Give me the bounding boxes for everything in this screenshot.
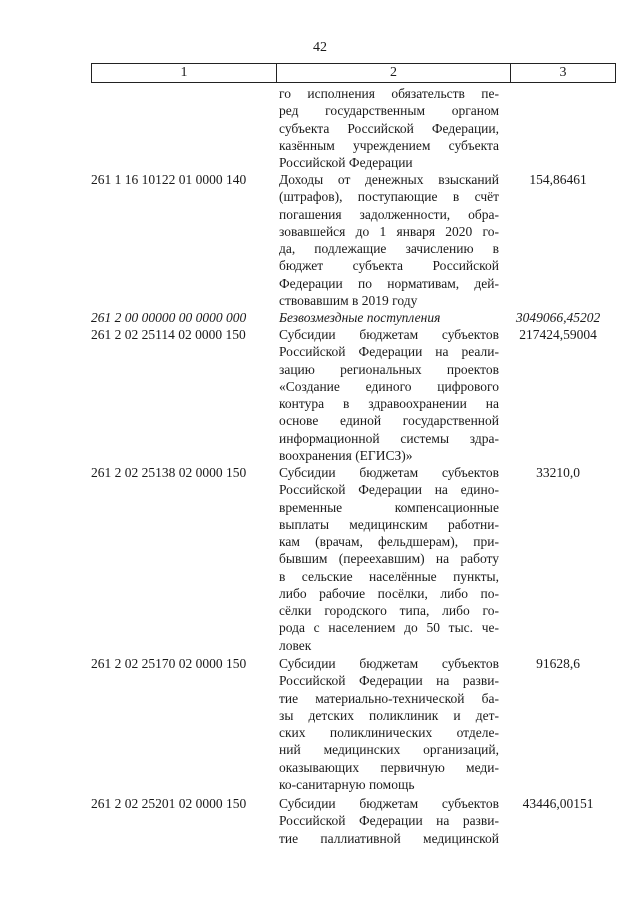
desc-line: основе единой государственной — [279, 413, 499, 429]
desc-line: ко-санитарную помощь — [279, 776, 415, 792]
desc-line: Субсидии бюджетам субъектов — [279, 327, 499, 342]
desc-line: погашения задолженности, обра- — [279, 206, 499, 222]
desc-line: выплаты медицинским работни- — [279, 516, 499, 532]
desc-line: (штрафов), поступающие в счёт — [279, 189, 499, 205]
desc-line: информационной системы здра- — [279, 430, 499, 446]
desc-line: казённым учреждением субъекта — [279, 137, 499, 153]
desc-line: Российской Федерации на реали- — [279, 344, 499, 360]
table-row-desc — [279, 171, 499, 309]
desc-line: зы детских поликлиник и дет- — [279, 707, 499, 723]
desc-line: сёлки городского типа, либо го- — [279, 603, 499, 618]
row-code: 261 1 16 10122 01 0000 140 — [91, 172, 247, 187]
row-code: 261 2 02 25201 02 0000 150 — [91, 796, 247, 811]
desc-line: контура в здравоохранении на — [279, 396, 499, 411]
desc-line: бюджет субъекта Российской — [279, 258, 499, 274]
header-col-2: 2 — [277, 64, 511, 82]
desc-line: зацию региональных проектов — [279, 361, 499, 377]
desc-line: Российской Федерации — [279, 155, 413, 170]
desc-line: да, подлежащие зачислению в — [279, 241, 499, 256]
table-row-desc — [279, 655, 499, 793]
row-code: 261 2 00 00000 00 0000 000 — [91, 310, 247, 325]
desc-line: «Создание единого цифрового — [279, 378, 499, 394]
desc-line: Субсидии бюджетам субъектов — [279, 796, 499, 811]
desc-line: оказывающих первичную меди- — [279, 759, 499, 775]
row-value: 217424,59004 — [519, 327, 597, 342]
desc-line: Безвозмездные поступления — [279, 310, 441, 325]
desc-line: Федерации по нормативам, дей- — [279, 275, 499, 291]
desc-line: Доходы от денежных взысканий — [279, 172, 499, 187]
desc-line: временные компенсационные — [279, 499, 499, 515]
desc-line: тие материально-технической ба- — [279, 690, 499, 706]
row-value: 91628,6 — [536, 656, 580, 671]
desc-line: Российской Федерации на разви- — [279, 673, 499, 689]
table-row-desc — [279, 326, 499, 464]
desc-line: Субсидии бюджетам субъектов — [279, 465, 499, 480]
desc-line: ловек — [279, 637, 312, 653]
table-header — [91, 63, 616, 83]
desc-line: в сельские населённые пункты, — [279, 568, 499, 584]
desc-line: го исполнения обязательств пе- — [279, 86, 499, 101]
desc-line: бывшим (переехавшим) на работу — [279, 551, 499, 567]
row-code: 261 2 02 25138 02 0000 150 — [91, 465, 247, 480]
desc-line: ред государственным органом — [279, 103, 499, 119]
table-row-desc — [279, 464, 499, 654]
desc-line: субъекта Российской Федерации, — [279, 120, 499, 136]
row-code: 261 2 02 25170 02 0000 150 — [91, 656, 247, 671]
desc-line: кам (врачам, фельдшерам), при- — [279, 534, 499, 549]
desc-line: воохранения (ЕГИСЗ)» — [279, 447, 413, 463]
desc-line: тие паллиативной медицинской — [279, 830, 499, 846]
table-row-desc — [279, 795, 499, 847]
desc-line: либо рабочие посёлки, либо по- — [279, 585, 499, 601]
row-code: 261 2 02 25114 02 0000 150 — [91, 327, 246, 342]
desc-line: ний медицинских организаций, — [279, 742, 499, 758]
desc-line: ствовавшим в 2019 году — [279, 292, 418, 308]
desc-line: зовавшейся до 1 января 2020 го- — [279, 223, 499, 239]
row-value: 43446,00151 — [522, 796, 594, 811]
desc-line: рода с населением до 50 тыс. че- — [279, 620, 499, 636]
desc-line: Российской Федерации на едино- — [279, 482, 499, 498]
header-col-1: 1 — [92, 64, 277, 82]
header-col-3: 3 — [559, 65, 567, 80]
table-row-desc — [279, 85, 499, 171]
desc-line: Субсидии бюджетам субъектов — [279, 656, 499, 671]
page-number: 42 — [313, 40, 327, 55]
row-value: 3049066,45202 — [515, 310, 601, 325]
table-row-desc — [279, 309, 499, 326]
row-value: 33210,0 — [536, 465, 580, 480]
desc-line: ских поликлинических отделе- — [279, 725, 499, 740]
desc-line: Российской Федерации на разви- — [279, 813, 499, 829]
row-value: 154,86461 — [529, 172, 587, 187]
